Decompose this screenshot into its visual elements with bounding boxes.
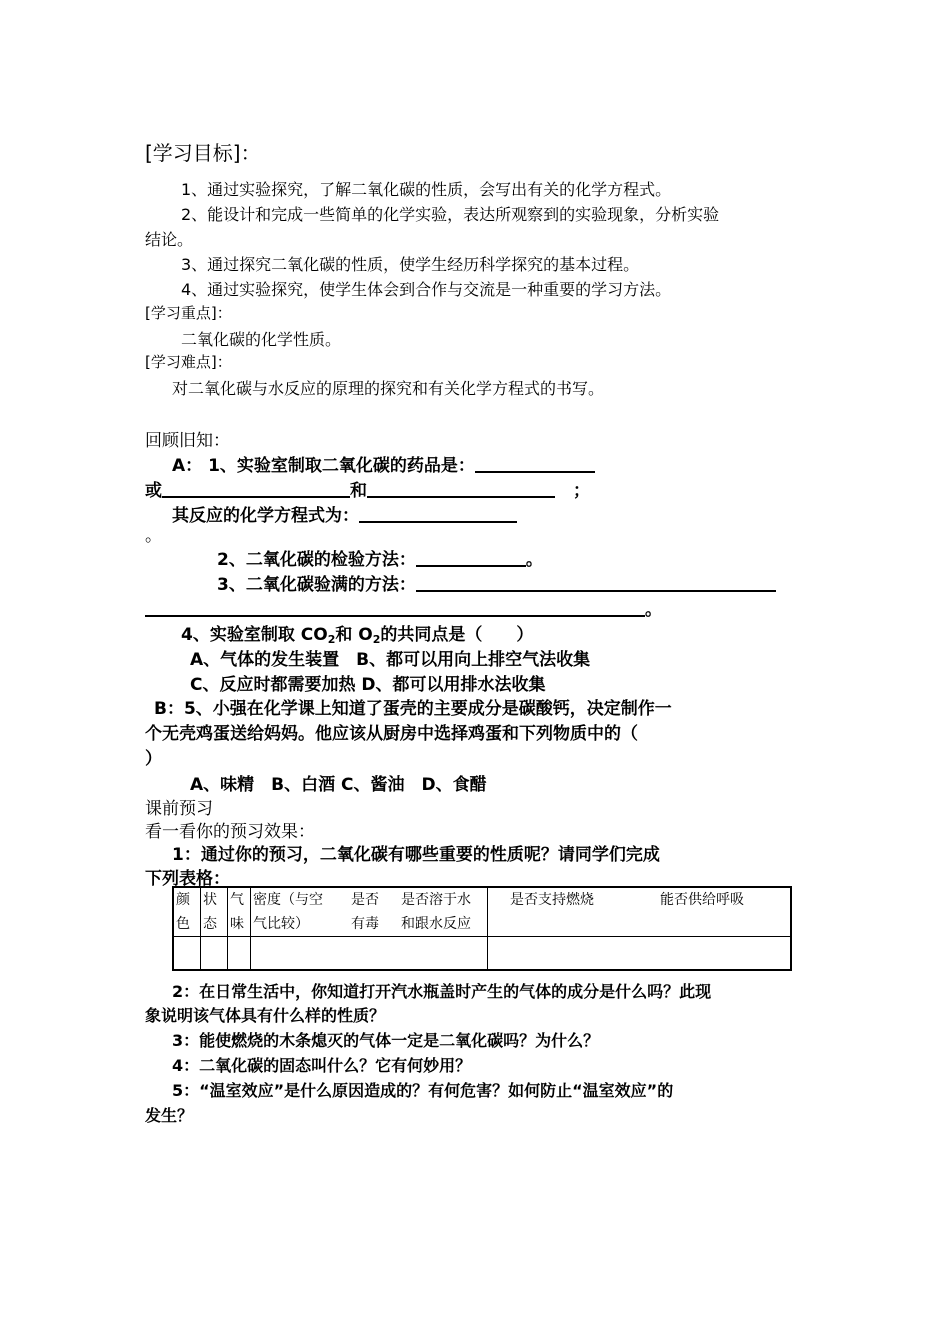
header-density-toxic-water <box>251 887 488 937</box>
preview-heading: 课前预习 <box>145 799 213 819</box>
preview-q3: 3：能使燃烧的木条熄灭的气体一定是二氧化碳吗？为什么？ <box>172 1031 600 1050</box>
table-cell[interactable] <box>488 937 792 971</box>
review-q3 <box>217 570 776 595</box>
objective-item-1: 1、通过实验探究，了解二氧化碳的性质，会写出有关的化学方程式。 <box>181 180 672 199</box>
header-text: 是否支持燃烧 <box>510 892 594 908</box>
subscript: 2 <box>327 633 336 646</box>
objective-item-4: 4、通过实验探究，使学生体会到合作与交流是一种重要的学习方法。 <box>181 280 672 299</box>
header-text: 状 <box>203 892 217 908</box>
table-header-row <box>173 887 791 937</box>
preview-q1-line-2: 下列表格： <box>145 869 230 889</box>
preview-q2-line-2: 象说明该气体具有什么样的性质？ <box>145 1006 386 1025</box>
answer-blank[interactable] <box>145 597 645 617</box>
answer-blank[interactable] <box>367 478 555 498</box>
header-text: 能否供给呼吸 <box>660 892 744 908</box>
table-cell[interactable] <box>251 937 488 971</box>
q4-option-line-2: C、反应时都需要加热 D、都可以用排水法收集 <box>190 675 546 695</box>
equation-label: 其反应的化学方程式为： <box>172 506 359 526</box>
answer-blank[interactable] <box>416 572 776 592</box>
header-color <box>173 887 201 937</box>
q4-option-line-1: A、气体的发生装置 B、都可以用向上排空气法收集 <box>190 650 591 670</box>
review-q3-cont <box>145 595 662 620</box>
review-q1-cont <box>145 476 590 501</box>
header-combustion-breathing <box>488 887 792 937</box>
answer-blank[interactable] <box>416 547 526 567</box>
table-cell[interactable] <box>228 937 251 971</box>
semicolon: ； <box>573 481 590 501</box>
q2-period: 。 <box>525 550 543 570</box>
difficulty-heading: [学习难点]： <box>145 353 232 371</box>
focus-text: 二氧化碳的化学性质。 <box>181 330 342 349</box>
table-row <box>173 937 791 971</box>
header-text: 色 <box>176 916 190 932</box>
review-heading: 回顾旧知： <box>145 431 230 451</box>
header-text: 是否溶于水 <box>401 892 471 908</box>
preview-q1-line-1: 1：通过你的预习，二氧化碳有哪些重要的性质呢？请同学们完成 <box>172 845 660 865</box>
preview-q5-line-1: 5：“温室效应”是什么原因造成的？有何危害？如何防止“温室效应”的 <box>172 1081 674 1100</box>
answer-blank[interactable] <box>359 503 517 523</box>
header-text: 气比较） <box>253 916 309 932</box>
objective-item-2-cont: 结论。 <box>145 230 194 249</box>
review-q1 <box>172 451 595 476</box>
b5-line-2: 个无壳鸡蛋送给妈妈。他应该从厨房中选择鸡蛋和下列物质中的（ <box>145 724 638 744</box>
q3-label: 3、二氧化碳验满的方法： <box>217 575 416 595</box>
review-q2 <box>217 545 543 570</box>
preview-q4: 4：二氧化碳的固态叫什么？它有何妙用？ <box>172 1056 472 1075</box>
properties-table <box>172 886 792 971</box>
b5-line-3: ） <box>145 749 162 769</box>
and-label: 和 <box>350 481 367 501</box>
table-cell[interactable] <box>201 937 228 971</box>
table-cell[interactable] <box>173 937 201 971</box>
q2-label: 2、二氧化碳的检验方法： <box>217 550 416 570</box>
subscript: 2 <box>372 633 381 646</box>
preview-subheading: 看一看你的预习效果： <box>145 822 315 842</box>
equation-period: 。 <box>145 526 162 546</box>
q3-period: 。 <box>645 600 662 620</box>
q4-text: 的共同点是（ ） <box>380 625 534 645</box>
answer-blank[interactable] <box>162 478 350 498</box>
header-text: 和跟水反应 <box>401 916 471 932</box>
header-text: 是否 <box>351 892 379 908</box>
header-smell <box>228 887 251 937</box>
header-text: 密度（与空 <box>253 892 323 908</box>
header-state <box>201 887 228 937</box>
header-text: 气 <box>230 892 244 908</box>
q4-text: 和 O <box>335 625 373 645</box>
review-q1-text: A： 1、实验室制取二氧化碳的药品是： <box>172 456 475 476</box>
or-label: 或 <box>145 481 162 501</box>
q4-text: 4、实验室制取 CO <box>181 625 328 645</box>
preview-q5-line-2: 发生？ <box>145 1106 194 1125</box>
header-text: 态 <box>203 916 217 932</box>
preview-q2-line-1: 2：在日常生活中，你知道打开汽水瓶盖时产生的气体的成分是什么吗？此现 <box>172 982 712 1001</box>
objectives-heading: [学习目标]： <box>145 141 261 165</box>
b5-line-1: B：5、小强在化学课上知道了蛋壳的主要成分是碳酸钙，决定制作一 <box>154 699 672 719</box>
answer-blank[interactable] <box>475 453 595 473</box>
focus-heading: [学习重点]： <box>145 304 232 322</box>
header-text: 有毒 <box>351 916 379 932</box>
header-text: 颜 <box>176 892 190 908</box>
difficulty-text: 对二氧化碳与水反应的原理的探究和有关化学方程式的书写。 <box>172 379 605 398</box>
b5-options: A、味精 B、白酒 C、酱油 D、食醋 <box>190 775 487 795</box>
header-text: 味 <box>230 916 244 932</box>
objective-item-2: 2、能设计和完成一些简单的化学实验，表达所观察到的实验现象，分析实验 <box>181 205 720 224</box>
review-equation <box>172 501 517 526</box>
review-q4 <box>181 620 533 646</box>
objective-item-3: 3、通过探究二氧化碳的性质，使学生经历科学探究的基本过程。 <box>181 255 640 274</box>
